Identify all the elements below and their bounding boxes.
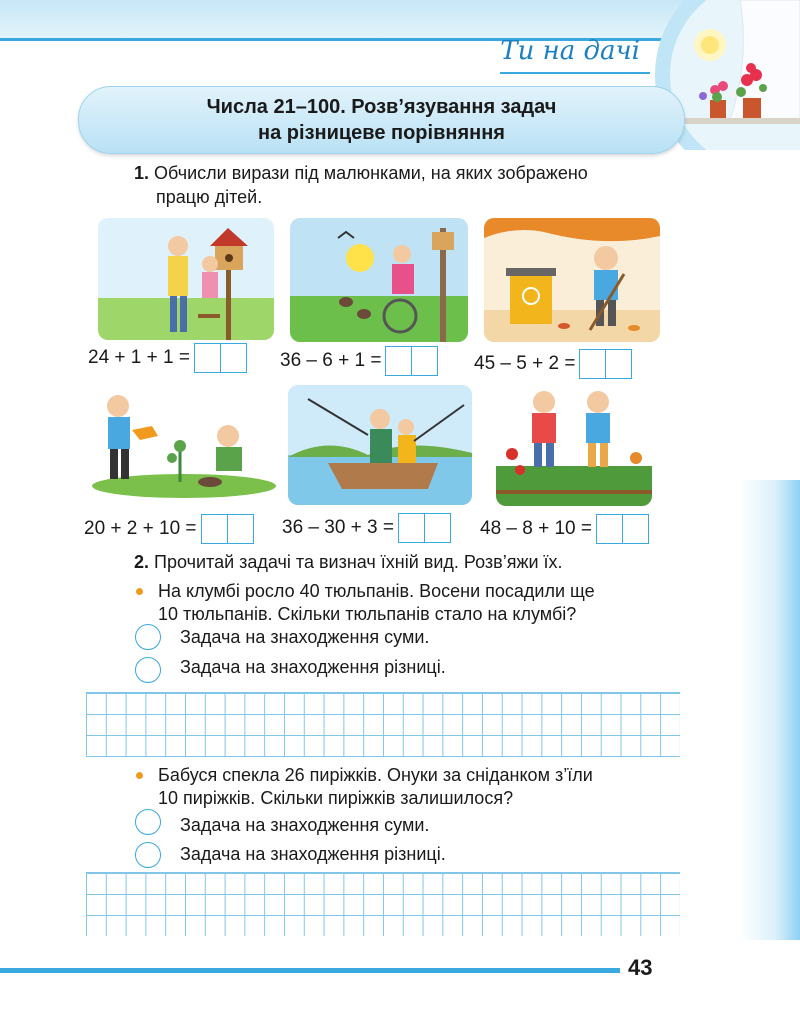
expression-5	[282, 513, 451, 543]
task2-instruction: Прочитай задачі та визнач їхній вид. Розв’яжи їх.	[154, 552, 563, 572]
problem-1	[158, 580, 595, 626]
picture-feeding-birds	[290, 218, 468, 342]
expression-4-text: 20 + 2 + 10 =	[84, 518, 197, 539]
picture-watering-plants	[88, 386, 280, 498]
answer-boxes-3[interactable]	[579, 349, 632, 379]
task2-text	[134, 550, 563, 574]
answer-grid-1[interactable]	[86, 692, 680, 757]
answer-boxes-4[interactable]	[201, 514, 254, 544]
bullet-dot	[136, 588, 143, 595]
lesson-title-line1: Числа 21–100. Розв’язування задач	[206, 96, 557, 118]
expression-6	[480, 514, 649, 544]
choice-circle-sum-1[interactable]	[135, 624, 161, 650]
expression-1-text: 24 + 1 + 1 =	[88, 347, 190, 368]
footer-line	[0, 968, 620, 973]
task1-text	[134, 161, 588, 209]
lesson-title-line2: на різницеве порівняння	[258, 122, 505, 144]
expression-2-text: 36 – 6 + 1 =	[280, 350, 382, 371]
answer-boxes-6[interactable]	[596, 514, 649, 544]
bullet-dot	[136, 772, 143, 779]
expression-3	[474, 349, 632, 379]
picture-autumn-leaves	[484, 218, 660, 342]
choice-label-diff-1: Задача на знаходження різниці.	[180, 657, 446, 677]
expression-5-text: 36 – 30 + 3 =	[282, 517, 394, 538]
section-title: Ти на дачі	[500, 36, 640, 66]
problem-2-line1: Бабуся спекла 26 пиріжків. Онуки за сніданком з’їли	[158, 765, 593, 785]
right-decorative-band	[740, 480, 800, 940]
choice-circle-diff-1[interactable]	[135, 657, 161, 683]
expression-3-text: 45 – 5 + 2 =	[474, 353, 576, 374]
choice-label-diff-2: Задача на знаходження різниці.	[180, 844, 446, 864]
task1-line1: Обчисли вирази під малюнками, на яких зображено	[154, 163, 588, 183]
picture-fishing	[288, 385, 472, 505]
problem-2	[158, 764, 593, 810]
problem-2-line2: 10 пиріжків. Скільки пиріжків залишилося?	[158, 788, 514, 808]
expression-1	[88, 343, 247, 373]
answer-boxes-5[interactable]	[398, 513, 451, 543]
expression-6-text: 48 – 8 + 10 =	[480, 518, 592, 539]
choice-label-sum-1: Задача на знаходження суми.	[180, 627, 430, 647]
answer-grid-2[interactable]	[86, 872, 680, 936]
task2-number: 2.	[134, 552, 150, 572]
lesson-title-box	[78, 86, 685, 154]
picture-vegetable-garden	[496, 384, 652, 506]
section-underline	[500, 72, 650, 74]
expression-2	[280, 346, 438, 376]
problem-1-line2: 10 тюльпанів. Скільки тюльпанів стало на клумбі?	[158, 604, 577, 624]
problem-1-line1: На клумбі росло 40 тюльпанів. Восени посадили ще	[158, 581, 595, 601]
task1-number: 1.	[134, 163, 150, 183]
answer-boxes-2[interactable]	[385, 346, 438, 376]
choice-circle-sum-2[interactable]	[135, 809, 161, 835]
page-number: 43	[628, 955, 653, 980]
task1-line2: працю дітей.	[156, 187, 263, 207]
expression-4	[84, 514, 254, 544]
choice-label-sum-2: Задача на знаходження суми.	[180, 815, 430, 835]
choice-circle-diff-2[interactable]	[135, 842, 161, 868]
picture-birdhouse	[98, 218, 274, 340]
answer-boxes-1[interactable]	[194, 343, 247, 373]
